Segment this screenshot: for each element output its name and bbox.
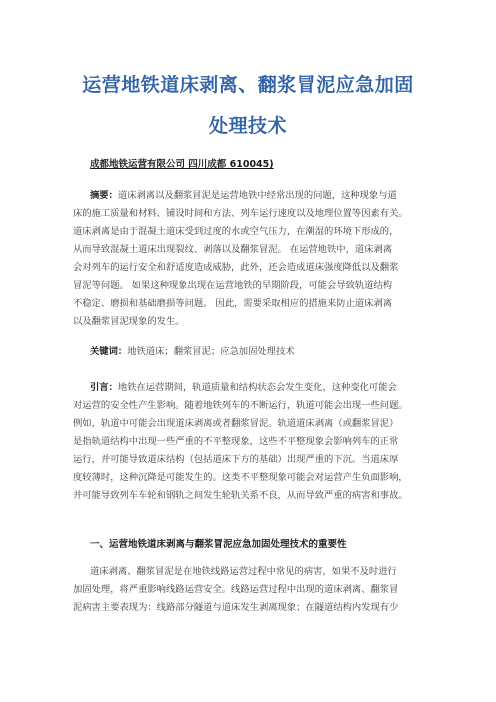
section-line: 道床剥离、翻浆冒泥是在地铁线路运营过程中常见的病害，如果不及时进行: [90, 566, 397, 577]
abstract-line: 道床剥离是由于混凝土道床受到过度的水或空气压力，在潮湿的环境下形成的，: [73, 226, 399, 237]
intro-line: 是指轨道结构中出现一些严重的不平整现象，这些不平整现象会影响列车的正常: [73, 436, 399, 447]
keywords-label: 关键词：: [90, 346, 128, 357]
abstract-line: 冒泥等问题。 如果这种现象出现在运营地铁的早期阶段，可能会导致轨道结构: [73, 280, 393, 291]
intro-line: [90, 382, 397, 394]
keywords-text: 地铁道床；翻浆冒泥；应急加固处理技术: [127, 346, 295, 357]
intro-line: 度较薄时，这种沉降是可能发生的。这类不平整现象可能会对运营产生负面影响，: [73, 472, 408, 483]
abstract-line: 从而导致混凝土道床出现裂纹、剥落以及翻浆冒泥。 在运营地铁中，道床剥离: [73, 244, 393, 255]
section-line: 加固处理，将严重影响线路运营安全。线路运营过程中出现的道床剥离、翻浆冒: [73, 584, 399, 595]
abstract-label: 摘要：: [90, 190, 118, 201]
affiliation: 成都地铁运营有限公司 四川成都 610045): [90, 159, 274, 170]
intro-text: 地铁在运营期间，轨道质量和结构状态会发生变化，这种变化可能会: [117, 382, 397, 393]
section-heading: 一、运营地铁道床剥离与翻浆冒泥应急加固处理技术的重要性: [90, 539, 347, 550]
intro-label: 引言：: [90, 382, 118, 393]
section-line: 泥病害主要表现为：线路部分隧道与道床发生剥离现象；在隧道结构内发现有少: [73, 602, 399, 613]
intro-line: 并可能导致列车车轮和钢轨之间发生轮轨关系不良，从而导致严重的病害和事故。: [73, 490, 408, 501]
abstract-line: 会对列车的运行安全和舒适度造成威胁，此外，还会造成道床强度降低以及翻浆: [73, 262, 399, 273]
abstract-line: [90, 190, 397, 202]
doc-title-line-1: 运营地铁道床剥离、翻浆冒泥应急加固: [82, 74, 414, 96]
abstract-line: 床的施工质量和材料、铺设时间和方法、列车运行速度以及地理位置等因素有关。: [73, 208, 408, 219]
abstract-text: 道床剥离以及翻浆冒泥是运营地铁中经常出现的问题，这种现象与道: [117, 190, 397, 201]
keywords-line: [90, 346, 295, 358]
doc-title-line-2: 处理技术: [208, 115, 287, 137]
intro-line: 例如，轨道中可能会出现道床剥离或者翻浆冒泥。轨道道床剥离（或翻浆冒泥）: [73, 418, 399, 429]
abstract-line: 不稳定、磨损和基础磨损等问题。 因此，需要采取相应的措施来防止道床剥离: [73, 298, 393, 309]
abstract-line: 以及翻浆冒泥现象的发生。: [73, 316, 185, 327]
intro-line: 运行，并可能导致道床结构（包括道床下方的基础）出现严重的下沉。当道床厚: [73, 454, 399, 465]
intro-line: 对运营的安全性产生影响。随着地铁列车的不断运行，轨道可能会出现一些问题。: [73, 400, 408, 411]
